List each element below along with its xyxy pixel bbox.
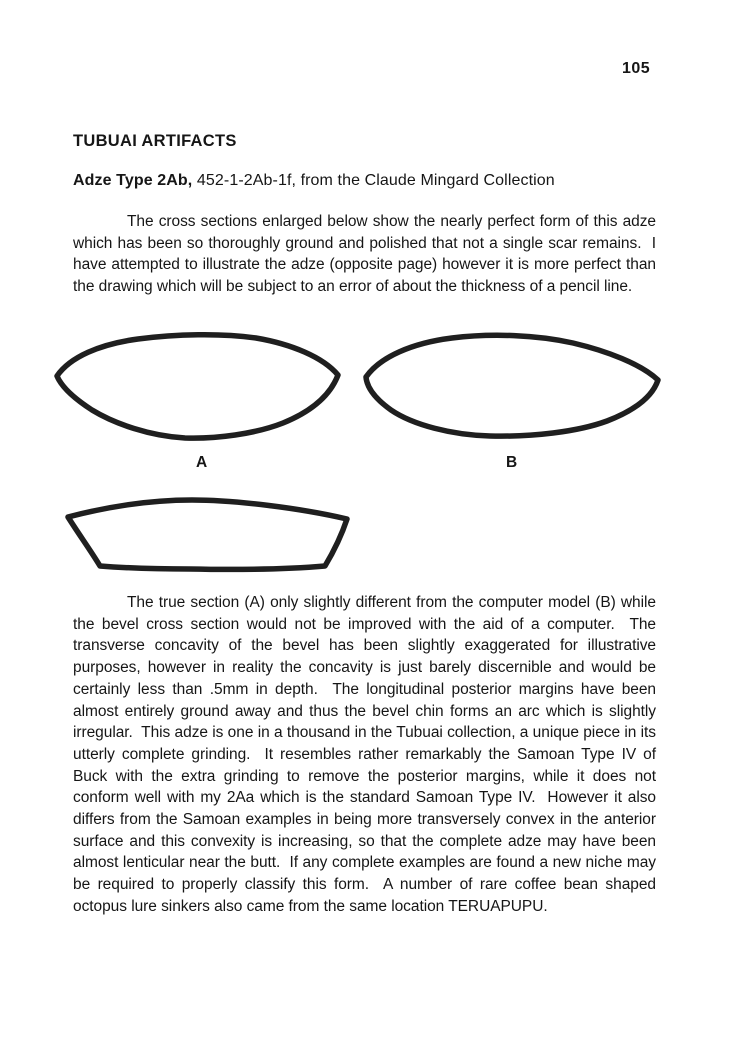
true-cross-section-a-shape <box>57 335 338 438</box>
adze-type-subheading <box>73 172 555 190</box>
page-number: 105 <box>622 60 651 77</box>
bevel-cross-section-shape <box>68 500 347 569</box>
adze-catalog-reference: 452-1-2Ab-1f, from the Claude Mingard Collection <box>192 172 555 189</box>
computer-model-cross-section-b-shape <box>366 335 658 436</box>
discussion-paragraph: The true section (A) only slightly different from the computer model (B) while the bevel cross section would not be improved with the aid of a computer. The transverse concavity of the bevel has been slightly exaggerated for illustrative purposes, however in reality the concavity is just barely discernible and would be certainly less than .5mm in depth. The longitudinal posterior margins have been almost entirely ground away and thus the bevel chin forms an arc which is slightly irregular. This adze is one in a thousand in the Tubuai collection, a unique piece in its utterly complete grinding. It resembles rather remarkably the Samoan Type IV of Buck with the extra grinding to remove the posterior margins, while it does not conform well with my 2Aa which is the standard Samoan Type IV. However it also differs from the Samoan examples in being more transversely convex in the anterior surface and this convexity is increasing, so that the complete adze may have been almost lenticular near the butt. If any complete examples are found a new niche may be required to properly classify this form. A number of rare coffee bean shaped octopus lure sinkers also came from the same location TERUAPUPU. <box>73 594 661 915</box>
figure-label-a: A <box>196 454 208 471</box>
adze-type-label: Adze Type 2Ab, <box>73 172 193 189</box>
intro-paragraph: The cross sections enlarged below show the nearly perfect form of this adze which has been so thoroughly ground and polished that not a single scar remains. I have attempted to illustrate the adze (opposite page) however it is more perfect than the drawing which will be subject to an error of about the thickness of a pencil line. <box>73 213 661 296</box>
figure-label-b: B <box>506 454 518 471</box>
section-heading: TUBUAI ARTIFACTS <box>73 132 237 150</box>
